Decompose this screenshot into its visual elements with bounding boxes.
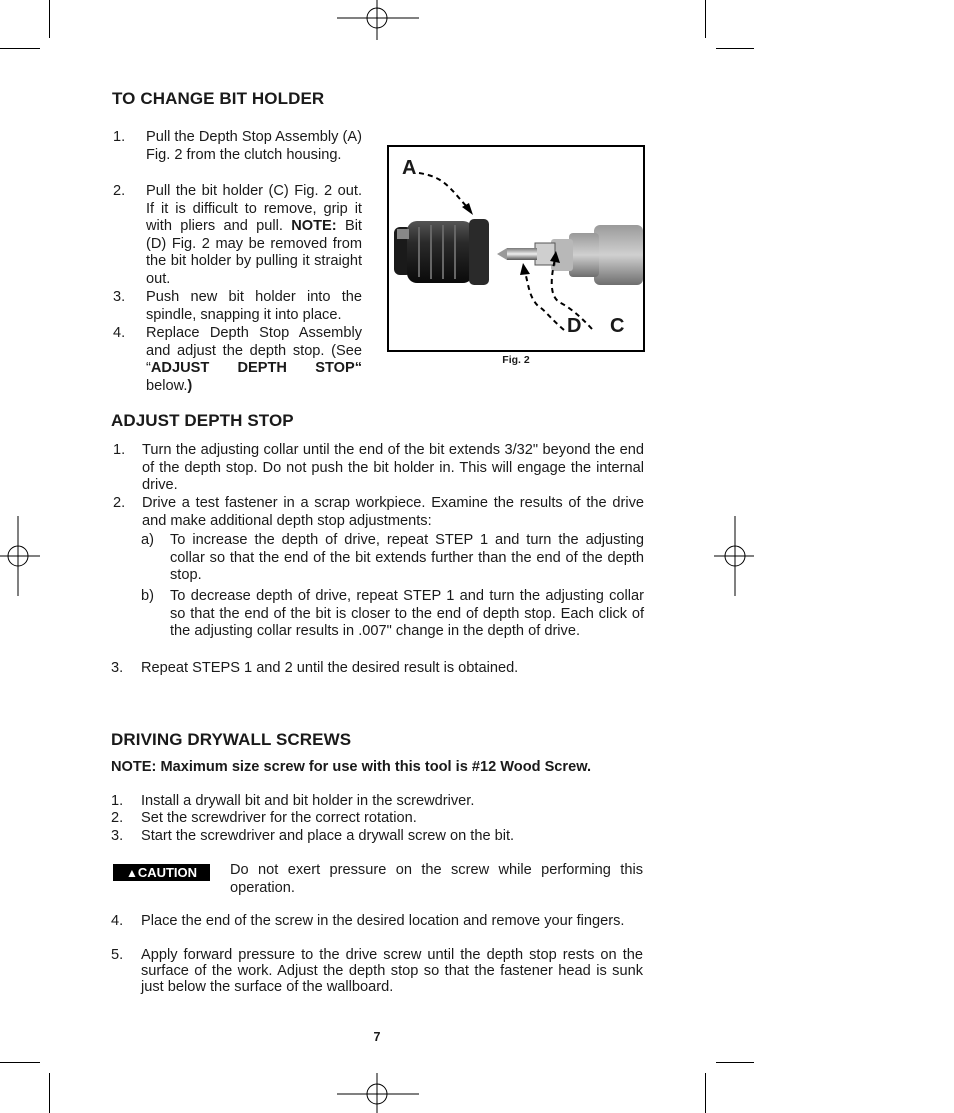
crop-mark <box>705 0 706 38</box>
list-number: 1. <box>113 442 126 458</box>
page-number: 7 <box>373 1030 381 1044</box>
figure-caption: Fig. 2 <box>502 354 530 366</box>
crop-mark <box>716 48 754 49</box>
registration-mark-top <box>337 0 419 40</box>
list-number: 2. <box>113 495 126 511</box>
step-text: Replace Depth Stop Assembly and adjust the depth stop. (See “ <box>146 325 362 377</box>
list-text <box>146 183 362 289</box>
crop-mark <box>49 1073 50 1113</box>
step-text: Bit (D) Fig. 2 may be removed from the bit holder by pulling it straight out. <box>146 218 362 287</box>
list-text: To decrease depth of drive, repeat STEP 1 and turn the adjusting collar so that the end of the bit is closer to the end of depth stop. Each click of the adjusting collar results in .007" change in the depth of drive. <box>170 588 644 640</box>
registration-mark-bottom <box>337 1073 419 1113</box>
step-bold-text: ) <box>187 377 193 394</box>
list-number: 1. <box>113 129 126 145</box>
list-text: Set the screwdriver for the correct rotation. <box>141 810 417 826</box>
crop-mark <box>716 1062 754 1063</box>
list-number: 3. <box>111 828 124 844</box>
list-number: 5. <box>111 947 124 963</box>
list-text: Pull the Depth Stop Assembly (A) Fig. 2 from the clutch housing. <box>146 129 362 163</box>
figure-label-d: D <box>567 315 582 337</box>
list-number: 4. <box>111 913 124 929</box>
list-text: To increase the depth of drive, repeat STEP 1 and turn the adjusting collar so that the end of the bit extends further than the end of the depth stop. <box>170 532 644 584</box>
list-text: Repeat STEPS 1 and 2 until the desired result is obtained. <box>141 660 519 676</box>
list-number: 3. <box>111 660 124 676</box>
list-text: Start the screwdriver and place a drywall screw on the bit. <box>141 828 515 844</box>
registration-mark-right <box>714 516 754 596</box>
max-screw-note: NOTE: Maximum size screw for use with this tool is #12 Wood Screw. <box>111 759 592 775</box>
crop-mark <box>49 0 50 38</box>
step-text: below. <box>146 377 188 394</box>
list-letter: b) <box>141 588 154 604</box>
note-label: NOTE: <box>291 218 337 235</box>
list-text: Push new bit holder into the spindle, snapping it into place. <box>146 289 362 323</box>
figure-label-c: C <box>610 315 625 337</box>
list-number: 2. <box>113 183 126 199</box>
step-bold-text: ADJUST DEPTH STOP“ <box>150 360 362 377</box>
crop-mark <box>705 1073 706 1113</box>
heading-driving-drywall-screws: DRIVING DRYWALL SCREWS <box>111 730 352 749</box>
list-text: Install a drywall bit and bit holder in the screwdriver. <box>141 793 475 809</box>
crop-mark <box>0 1062 40 1063</box>
crop-mark <box>0 48 40 49</box>
caution-text: Do not exert pressure on the screw while performing this operation. <box>230 862 643 896</box>
callout-arrows <box>389 147 643 350</box>
list-text: Drive a test fastener in a scrap workpiece. Examine the results of the drive and make additional depth stop adjustments: <box>142 495 644 529</box>
list-number: 1. <box>111 793 124 809</box>
heading-adjust-depth-stop: ADJUST DEPTH STOP <box>111 411 294 430</box>
figure-label-a: A <box>402 157 417 179</box>
caution-label: CAUTION <box>137 865 198 880</box>
list-text <box>146 325 362 395</box>
list-number: 3. <box>113 289 126 305</box>
list-number: 4. <box>113 325 126 341</box>
list-letter: a) <box>141 532 154 548</box>
list-text: Turn the adjusting collar until the end of the bit extends 3/32" beyond the end of the depth stop. Do not push the bit holder in. This will engage the internal drive. <box>142 442 644 494</box>
list-text: Apply forward pressure to the drive screw until the depth stop rests on the surface of the work. Adjust the depth stop so that the fastener head is sunk just below the surface of the wallboard. <box>141 947 643 995</box>
figure-2-photo <box>387 145 645 352</box>
registration-mark-left <box>0 516 40 596</box>
heading-change-bit-holder: TO CHANGE BIT HOLDER <box>112 89 325 108</box>
step-text: Pull the bit holder (C) Fig. 2 out. If it is difficult to remove, grip it with pliers and pull. <box>146 183 362 235</box>
caution-badge <box>113 864 210 881</box>
list-number: 2. <box>111 810 124 826</box>
warning-triangle-icon: ▲ <box>125 866 138 880</box>
list-text: Place the end of the screw in the desired location and remove your fingers. <box>141 913 625 929</box>
